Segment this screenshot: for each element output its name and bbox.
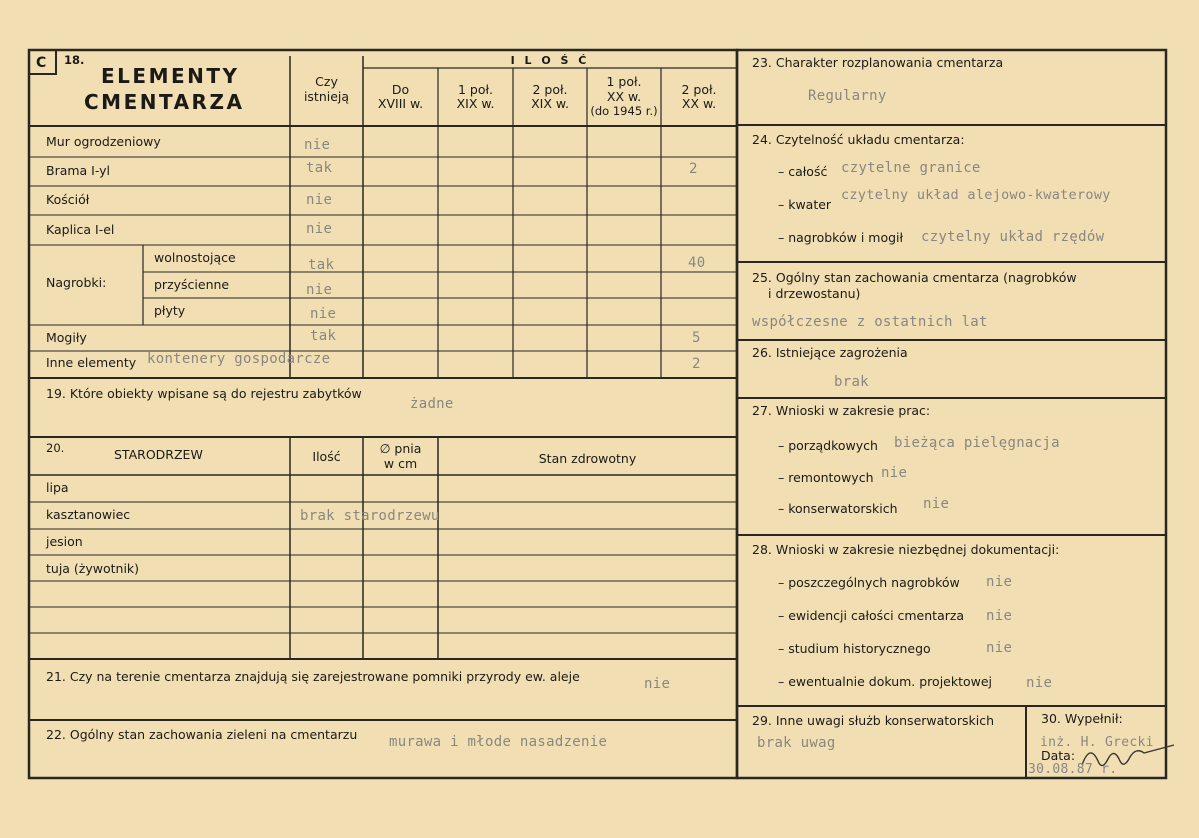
section-27-item-label: – remontowych [778,470,874,485]
section-28-item-label: – ewidencji całości cmentarza [778,608,965,623]
section-20-value[interactable]: brak starodrzewu [300,508,440,524]
tree-row: kasztanowiec [46,507,131,522]
section-29-label: 29. Inne uwagi służb konserwatorskich [752,713,994,728]
tree-row: tuja (żywotnik) [46,561,140,576]
col-exists-2: istnieją [303,89,350,104]
section-18-number: 18. [64,53,85,67]
section-20-title: STARODRZEW [114,447,203,462]
value-brama-exists[interactable]: tak [306,160,333,176]
value-inne-count[interactable]: 2 [692,356,701,372]
section-23-label: 23. Charakter rozplanowania cmentarza [752,55,1004,70]
tree-row: jesion [46,534,83,549]
value-wolnostojace-count[interactable]: 40 [688,255,706,271]
section-19-value[interactable]: żadne [410,396,454,412]
col-diam-2: w cm [383,456,418,471]
section-28-item-label: – ewentualnie dokum. projektowej [778,674,993,689]
section-24-item-value[interactable]: czytelny układ rzędów [921,229,1105,245]
section-29-value[interactable]: brak uwag [757,735,836,751]
col-diam-1: ∅ pnia [379,441,422,456]
section-24-item-label: – kwater [778,197,832,212]
section-27-item-value[interactable]: nie [881,465,908,481]
section-30-date[interactable]: 30.08.87 r. [1028,762,1118,777]
col-qty: Ilość [312,449,341,464]
section-24-item-label: – nagrobków i mogił [778,230,904,245]
section-28-item-value[interactable]: nie [986,608,1013,624]
value-przyscienne-exists[interactable]: nie [306,282,333,298]
section-26-label: 26. Istniejące zagrożenia [752,345,908,360]
section-30-name[interactable]: inż. H. Grecki [1040,735,1154,750]
section-18-title-2: CMENTARZA [84,90,245,114]
section-24-item-label: – całość [778,164,828,179]
section-24-item-value[interactable]: czytelne granice [841,160,981,176]
section-30-date-label: Data: [1041,748,1076,763]
section-28-item-label: – studium historycznego [778,641,931,656]
value-brama-count[interactable]: 2 [689,161,698,177]
value-mogily-count[interactable]: 5 [692,330,701,346]
col-health: Stan zdrowotny [538,451,637,466]
section-25-value[interactable]: współczesne z ostatnich lat [752,314,988,330]
section-23-value[interactable]: Regularny [808,88,887,104]
section-18-title-1: ELEMENTY [101,64,240,88]
col-exists-1: Czy [315,74,338,89]
section-28-item-label: – poszczególnych nagrobków [778,575,960,590]
section-27-item-value[interactable]: bieżąca pielęgnacja [894,435,1060,451]
section-25-label-1: 25. Ogólny stan zachowania cmentarza (nagrobków [752,270,1077,285]
section-26-value[interactable]: brak [834,374,869,390]
section-27-label: 27. Wnioski w zakresie prac: [752,403,931,418]
value-kosciol-exists[interactable]: nie [306,192,333,208]
section-27-item-label: – konserwatorskich [778,501,898,516]
col-ilosc: I L O Ś Ć [510,54,590,67]
value-wolnostojace-exists[interactable]: tak [308,257,335,273]
section-22-value[interactable]: murawa i młode nasadzenie [389,734,608,750]
section-21-value[interactable]: nie [644,676,671,692]
section-25-label-2: i drzewostanu) [768,286,861,301]
section-24-label: 24. Czytelność układu cmentarza: [752,132,965,147]
section-28-label: 28. Wnioski w zakresie niezbędnej dokumentacji: [752,542,1060,557]
section-30-label: 30. Wypełnił: [1041,711,1123,726]
tree-row: lipa [46,480,69,495]
section-27-item-value[interactable]: nie [923,496,950,512]
section-21-label: 21. Czy na terenie cmentarza znajdują się zarejestrowane pomniki przyrody ew. aleje [46,669,580,684]
section-28-item-value[interactable]: nie [986,640,1013,656]
value-plyty-exists[interactable]: nie [310,306,337,322]
section-28-item-value[interactable]: nie [1026,675,1053,691]
section-24-item-value[interactable]: czytelny układ alejowo-kwaterowy [841,187,1111,203]
section-22-label: 22. Ogólny stan zachowania zieleni na cmentarzu [46,727,358,742]
section-19-label: 19. Które obiekty wpisane są do rejestru zabytków [46,386,362,401]
section-28-item-value[interactable]: nie [986,574,1013,590]
nagrobki-label: Nagrobki: [46,275,107,290]
section-20-number: 20. [46,441,65,455]
value-inne[interactable]: kontenery gospodarcze [147,351,331,367]
value-mur-exists[interactable]: nie [304,137,331,153]
value-kaplica-exists[interactable]: nie [306,221,333,237]
value-mogily-exists[interactable]: tak [310,328,337,344]
section-27-item-label: – porządkowych [778,438,878,453]
form-tag: C [36,55,47,71]
